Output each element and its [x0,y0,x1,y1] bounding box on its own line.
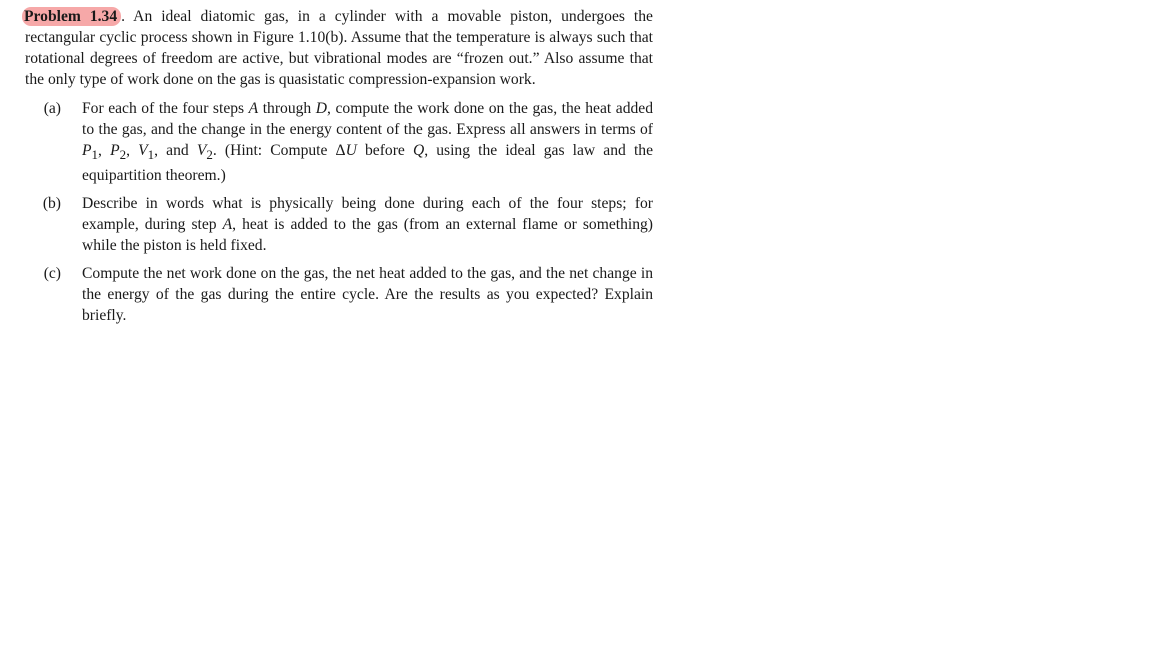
segment-text: Q [412,142,425,159]
math-symbol [413,142,424,159]
text-segment [82,100,249,117]
math-symbol [138,142,155,163]
segment-text: A [248,100,259,117]
math-symbol [82,142,99,163]
segment-text: Describe in words what is physically being done during each of the four steps; for example, during step [82,195,653,234]
problem-intro-text: . An ideal diatomic gas, in a cylinder with a movable piston, undergoes the rectangular cyclic process shown in Figure 1.10(b). Assume that the temperature is always such that rotational degrees of freedom are active, but vibrational modes are “frozen out.” Also assume that the only type of work done on the gas is quasistatic compression-expansion work. [25,8,653,88]
segment-text: , and [154,142,197,159]
text-segment [154,142,197,159]
problem-parts [25,98,653,326]
text-segment [98,142,110,159]
text-segment [82,265,653,324]
segment-text: P [110,142,120,159]
segment-text: Compute the net work done on the gas, the net heat added to the gas, and the net change in the energy of the gas during the entire cycle. Are the results as you expected? Explain briefly. [82,265,653,325]
segment-text: A [222,216,233,234]
math-symbol [249,100,259,117]
text-segment [357,142,413,159]
part-text [82,263,653,326]
problem-intro [25,6,653,90]
math-symbol [196,142,213,163]
problem-label-highlight: Problem 1.34 [22,7,121,26]
math-symbol [346,142,357,159]
segment-text: For each of the four steps [82,100,249,117]
segment-text: V [196,142,207,159]
segment-text: V [138,142,148,159]
math-symbol [110,142,127,163]
problem-part [25,263,653,326]
math-subscript: 2 [206,147,213,163]
part-label: (b) [42,195,61,213]
part-text [82,193,653,256]
part-text [82,98,653,186]
text-segment [126,142,138,159]
segment-text: , [126,142,139,159]
segment-text: , compute the work done on the gas, the heat added to the gas, and the change in the energy content of the gas. Express all answers in terms of [82,100,653,138]
segment-text: , [98,142,111,159]
segment-text: before [356,142,413,159]
text-segment [258,100,316,117]
math-subscript: 1 [147,147,155,163]
math-symbol [223,216,233,233]
segment-text: , heat is added to the gas (from an external flame or something) while the piston is held fixed. [82,216,653,255]
math-subscript: 2 [119,147,127,163]
segment-text: D [315,100,328,117]
textbook-page [25,6,653,333]
problem-part [25,193,653,256]
math-subscript: 1 [91,147,99,163]
segment-text: , using the ideal gas law and the equipartition theorem.) [82,142,654,185]
segment-text: through [258,100,316,117]
problem-part [25,98,653,186]
segment-text: U [345,142,357,159]
segment-text: P [82,142,92,159]
segment-text: . (Hint: Compute Δ [212,142,346,159]
part-label: (c) [43,265,61,283]
math-symbol [316,100,327,117]
part-label: (a) [43,100,61,117]
text-segment [213,142,346,159]
